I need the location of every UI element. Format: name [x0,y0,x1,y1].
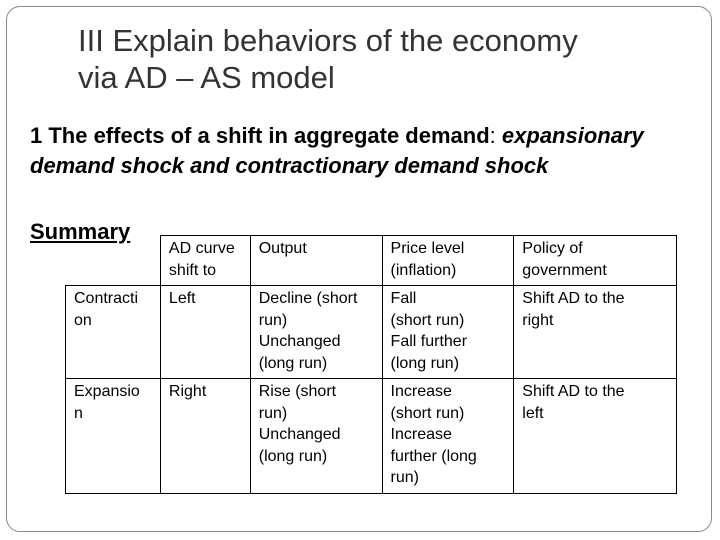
table-header-row [66,236,677,286]
section-heading-bold: 1 The effects of a shift in aggregate demand [30,123,490,148]
table-cell: Left [160,286,250,379]
section-heading-colon: : [489,123,496,148]
slide-title [78,22,698,96]
table-header-cell-price-level: Price level (inflation) [382,236,514,286]
table-cell: Rise (short run) Unchanged (long run) [250,379,382,494]
section-heading-italic: expansionary demand shock and contractionary demand shock [30,123,644,178]
table-header-cell-output: Output [250,236,382,286]
summary-table [65,235,677,494]
table-header-cell-blank [66,236,161,286]
table-header-cell-ad-curve: AD curve shift to [160,236,250,286]
table-row [66,379,677,494]
table-cell: Fall (short run) Fall further (long run) [382,286,514,379]
slide-title-line-1: III Explain behaviors of the economy [78,23,578,58]
table-cell: Increase (short run) Increase further (long run) [382,379,514,494]
table-cell: Decline (short run) Unchanged (long run) [250,286,382,379]
table-row [66,286,677,379]
summary-label: Summary [30,219,131,244]
slide-title-line-2: via AD – AS model [78,60,335,95]
table-cell: Contracti on [66,286,161,379]
table-cell: Shift AD to the left [514,379,677,494]
section-heading [30,121,690,181]
table-cell: Expansio n [66,379,161,494]
table-cell: Right [160,379,250,494]
table-cell: Shift AD to the right [514,286,677,379]
table-header-cell-policy: Policy of government [514,236,677,286]
